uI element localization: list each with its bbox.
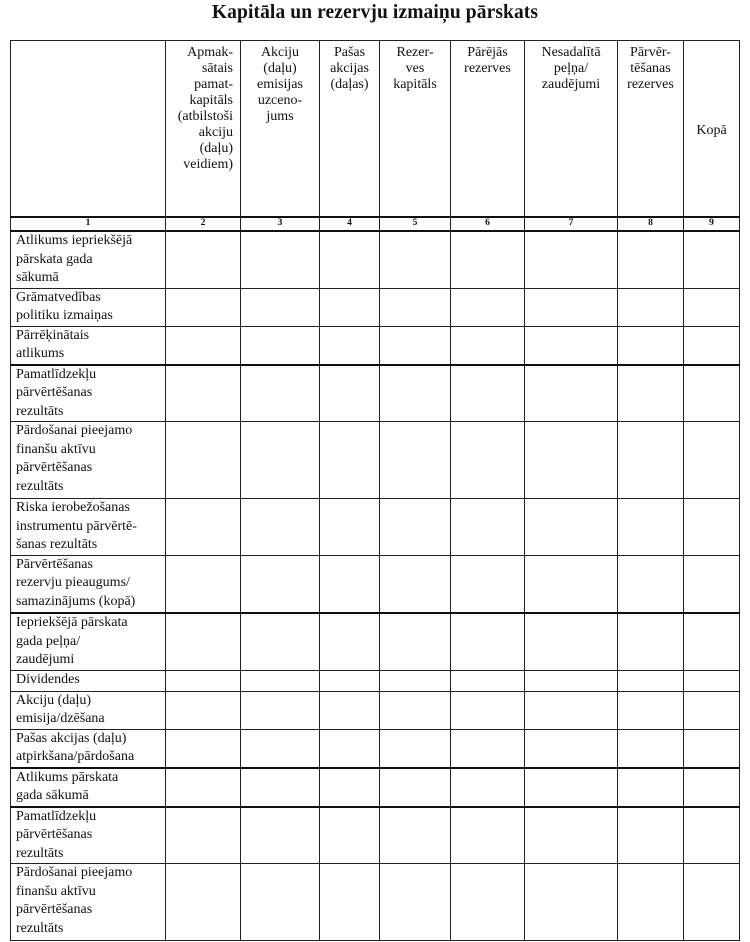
empty-cell: [451, 691, 525, 729]
empty-cell: [451, 729, 525, 768]
empty-cell: [618, 422, 684, 499]
empty-cell: [618, 555, 684, 613]
empty-cell: [166, 613, 241, 670]
column-number: 1: [11, 217, 166, 231]
empty-cell: [320, 768, 380, 807]
empty-cell: [241, 864, 320, 941]
table-row: [11, 326, 740, 365]
empty-cell: [525, 555, 618, 613]
empty-cell: [320, 864, 380, 941]
empty-cell: [525, 768, 618, 807]
empty-cell: [618, 326, 684, 365]
column-number: 4: [320, 217, 380, 231]
empty-cell: [684, 499, 740, 556]
empty-cell: [380, 499, 451, 556]
empty-cell: [166, 864, 241, 941]
empty-cell: [451, 807, 525, 864]
table-row: [11, 499, 740, 556]
empty-cell: [684, 768, 740, 807]
empty-cell: [166, 288, 241, 326]
empty-cell: [525, 499, 618, 556]
empty-cell: [320, 422, 380, 499]
empty-cell: [241, 422, 320, 499]
empty-cell: [380, 670, 451, 691]
empty-cell: [166, 326, 241, 365]
empty-cell: [241, 670, 320, 691]
empty-cell: [684, 864, 740, 941]
empty-cell: [320, 555, 380, 613]
empty-cell: [166, 729, 241, 768]
empty-cell: [380, 555, 451, 613]
column-number-row: [11, 217, 740, 231]
empty-cell: [684, 670, 740, 691]
header-blank-cell: [11, 41, 166, 218]
empty-cell: [684, 555, 740, 613]
empty-cell: [684, 613, 740, 670]
header-total: Kopā: [684, 41, 740, 218]
empty-cell: [684, 326, 740, 365]
empty-cell: [618, 499, 684, 556]
header-other-reserves: Pārējās rezerves: [451, 41, 525, 218]
row-label: Pašas akcijas (daļu) atpirkšana/pārdošana: [11, 729, 166, 768]
row-label: Pārvērtēšanas rezervju pieaugums/ samazinājums (kopā): [11, 555, 166, 613]
empty-cell: [320, 326, 380, 365]
empty-cell: [166, 422, 241, 499]
empty-cell: [320, 729, 380, 768]
empty-cell: [380, 422, 451, 499]
empty-cell: [380, 807, 451, 864]
empty-cell: [320, 288, 380, 326]
empty-cell: [320, 807, 380, 864]
empty-cell: [451, 613, 525, 670]
empty-cell: [451, 288, 525, 326]
page-title: Kapitāla un rezervju izmaiņu pārskats: [211, 2, 539, 23]
empty-cell: [380, 729, 451, 768]
empty-cell: [525, 422, 618, 499]
empty-cell: [451, 864, 525, 941]
header-retained-earnings: Nesadalītā peļņa/ zaudējumi: [525, 41, 618, 218]
row-label: Akciju (daļu) emisija/dzēšana: [11, 691, 166, 729]
empty-cell: [166, 807, 241, 864]
empty-cell: [380, 326, 451, 365]
empty-cell: [380, 613, 451, 670]
row-label: Atlikums pārskata gada sākumā: [11, 768, 166, 807]
empty-cell: [241, 499, 320, 556]
header-revaluation-reserves: Pārvēr- tēšanas rezerves: [618, 41, 684, 218]
empty-cell: [525, 864, 618, 941]
empty-cell: [380, 288, 451, 326]
empty-cell: [380, 691, 451, 729]
empty-cell: [241, 807, 320, 864]
column-number: 8: [618, 217, 684, 231]
header-share-premium: Akciju (daļu) emisijas uzceno- jums: [241, 41, 320, 218]
empty-cell: [684, 365, 740, 422]
empty-cell: [451, 365, 525, 422]
empty-cell: [525, 231, 618, 288]
empty-cell: [618, 231, 684, 288]
empty-cell: [525, 613, 618, 670]
empty-cell: [618, 670, 684, 691]
empty-cell: [451, 768, 525, 807]
capital-reserves-table: [10, 40, 740, 941]
empty-cell: [320, 231, 380, 288]
empty-cell: [320, 691, 380, 729]
table-row: [11, 670, 740, 691]
empty-cell: [166, 670, 241, 691]
empty-cell: [320, 613, 380, 670]
empty-cell: [166, 365, 241, 422]
empty-cell: [684, 422, 740, 499]
empty-cell: [241, 729, 320, 768]
empty-cell: [320, 499, 380, 556]
empty-cell: [451, 422, 525, 499]
row-label: Atlikums iepriekšējā pārskata gada sākumā: [11, 231, 166, 288]
empty-cell: [525, 670, 618, 691]
empty-cell: [320, 670, 380, 691]
empty-cell: [618, 807, 684, 864]
empty-cell: [241, 288, 320, 326]
row-label: Pamatlīdzekļu pārvērtēšanas rezultāts: [11, 365, 166, 422]
table-row: [11, 422, 740, 499]
table-row: [11, 365, 740, 422]
row-label: Grāmatvedības politiku izmaiņas: [11, 288, 166, 326]
column-number: 5: [380, 217, 451, 231]
row-label: Pamatlīdzekļu pārvērtēšanas rezultāts: [11, 807, 166, 864]
empty-cell: [684, 691, 740, 729]
column-number: 3: [241, 217, 320, 231]
row-label: Dividendes: [11, 670, 166, 691]
empty-cell: [618, 768, 684, 807]
empty-cell: [618, 691, 684, 729]
table-row: [11, 864, 740, 941]
empty-cell: [241, 555, 320, 613]
empty-cell: [525, 326, 618, 365]
empty-cell: [451, 231, 525, 288]
empty-cell: [451, 555, 525, 613]
empty-cell: [166, 499, 241, 556]
empty-cell: [241, 231, 320, 288]
empty-cell: [684, 288, 740, 326]
table-body: [11, 231, 740, 941]
empty-cell: [684, 807, 740, 864]
empty-cell: [380, 768, 451, 807]
table-row: [11, 288, 740, 326]
table-row: [11, 807, 740, 864]
empty-cell: [451, 670, 525, 691]
header-row: [11, 41, 740, 218]
empty-cell: [618, 864, 684, 941]
empty-cell: [241, 326, 320, 365]
empty-cell: [618, 365, 684, 422]
empty-cell: [684, 729, 740, 768]
empty-cell: [380, 864, 451, 941]
row-label: Iepriekšējā pārskata gada peļņa/ zaudējumi: [11, 613, 166, 670]
column-number: 7: [525, 217, 618, 231]
empty-cell: [618, 613, 684, 670]
empty-cell: [525, 807, 618, 864]
empty-cell: [380, 231, 451, 288]
column-number: 2: [166, 217, 241, 231]
table-row: [11, 729, 740, 768]
empty-cell: [320, 365, 380, 422]
empty-cell: [241, 691, 320, 729]
empty-cell: [525, 365, 618, 422]
table-row: [11, 231, 740, 288]
empty-cell: [241, 768, 320, 807]
empty-cell: [380, 365, 451, 422]
empty-cell: [618, 729, 684, 768]
empty-cell: [525, 729, 618, 768]
empty-cell: [451, 499, 525, 556]
empty-cell: [241, 613, 320, 670]
empty-cell: [241, 365, 320, 422]
table-row: [11, 768, 740, 807]
empty-cell: [684, 231, 740, 288]
empty-cell: [451, 326, 525, 365]
empty-cell: [166, 691, 241, 729]
empty-cell: [525, 691, 618, 729]
header-reserve-capital: Rezer- ves kapitāls: [380, 41, 451, 218]
empty-cell: [618, 288, 684, 326]
table-row: [11, 613, 740, 670]
empty-cell: [166, 555, 241, 613]
table-row: [11, 555, 740, 613]
table-row: [11, 691, 740, 729]
header-own-shares: Pašas akcijas (daļas): [320, 41, 380, 218]
column-number: 6: [451, 217, 525, 231]
empty-cell: [525, 288, 618, 326]
column-number: 9: [684, 217, 740, 231]
row-label: Pārrēķinātais atlikums: [11, 326, 166, 365]
row-label: Pārdošanai pieejamo finanšu aktīvu pārvērtēšanas rezultāts: [11, 864, 166, 941]
row-label: Pārdošanai pieejamo finanšu aktīvu pārvērtēšanas rezultāts: [11, 422, 166, 499]
header-paid-capital: Apmak- sātais pamat- kapitāls (atbilstoši akciju (daļu) veidiem): [166, 41, 241, 218]
empty-cell: [166, 768, 241, 807]
empty-cell: [166, 231, 241, 288]
row-label: Riska ierobežošanas instrumentu pārvērtē- šanas rezultāts: [11, 499, 166, 556]
